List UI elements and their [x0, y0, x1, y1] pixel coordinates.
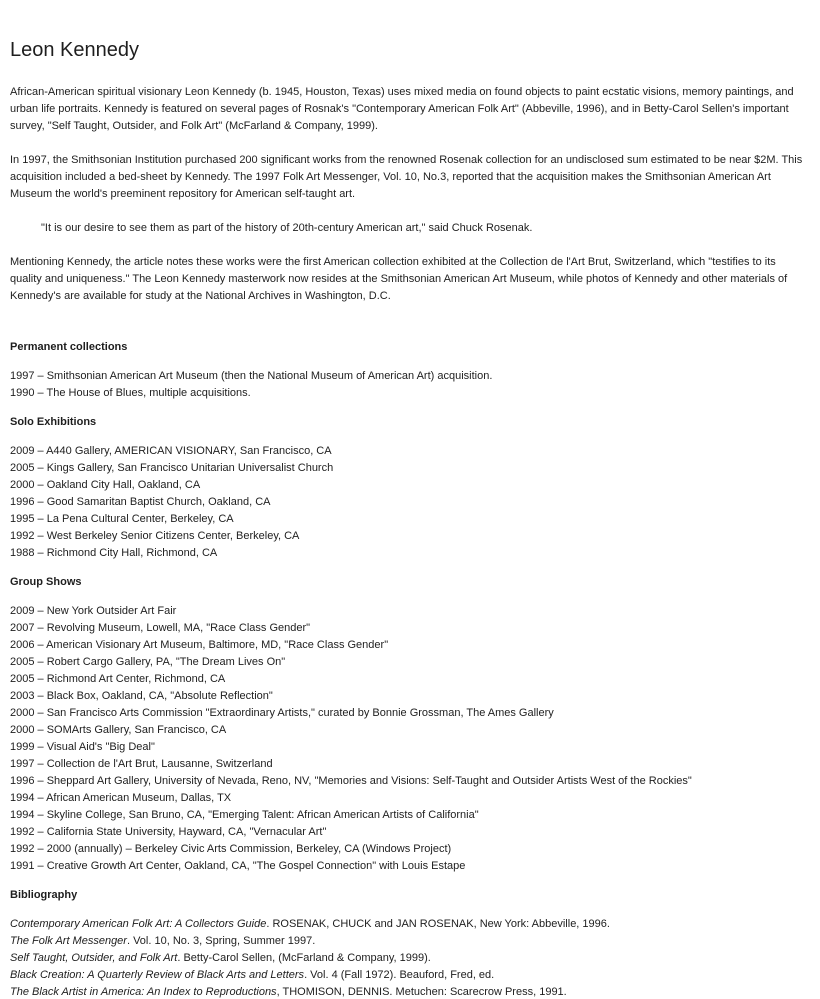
bibliography-heading: Bibliography	[10, 889, 78, 901]
closing-paragraph: Mentioning Kennedy, the article notes these works were the first American collection exhibited at the Collection de l'Art Brut, Switzerland, which "testifies to its quality and uniqueness." The Leon Kennedy masterwork now resides at the Smithsonian American Art Museum, while photos of Kennedy and other materials of Kennedy's are available for study at the National Archives in Washington, D.C.	[10, 256, 788, 302]
solo-exhibitions-heading: Solo Exhibitions	[10, 416, 97, 428]
list-item: 1992 – 2000 (annually) – Berkeley Civic Arts Commission, Berkeley, CA (Windows Project)	[10, 843, 452, 855]
list-item: 1999 – Visual Aid's "Big Deal"	[10, 741, 155, 753]
list-item: 1996 – Good Samaritan Baptist Church, Oakland, CA	[10, 496, 271, 508]
list-item: 2003 – Black Box, Oakland, CA, "Absolute Reflection"	[10, 690, 273, 702]
permanent-collections-heading: Permanent collections	[10, 341, 128, 353]
citation-details: , THOMISON, DENNIS. Metuchen: Scarecrow Press, 1991.	[276, 986, 567, 998]
list-item: 1997 – Collection de l'Art Brut, Lausanne, Switzerland	[10, 758, 273, 770]
list-item: 2006 – American Visionary Art Museum, Baltimore, MD, "Race Class Gender"	[10, 639, 389, 651]
intro-paragraph-1: African-American spiritual visionary Leon Kennedy (b. 1945, Houston, Texas) uses mixed media on found objects to paint ecstatic visions, memory paintings, and urban life portraits. Kennedy is featured on several pages of Rosnak's "Contemporary American Folk Art" (Abbeville, 1996), and in Betty-Carol Sellen's important survey, "Self Taught, Outsider, and Folk Art" (McFarland & Company, 1999).	[10, 86, 794, 132]
citation-details: . Betty-Carol Sellen, (McFarland & Company, 1999).	[177, 952, 431, 964]
list-item: 2009 – New York Outsider Art Fair	[10, 605, 177, 617]
list-item: 2000 – Oakland City Hall, Oakland, CA	[10, 479, 201, 491]
citation-title: The Black Artist in America: An Index to Reproductions	[10, 986, 277, 998]
list-item: 2007 – Revolving Museum, Lowell, MA, "Race Class Gender"	[10, 622, 311, 634]
list-item: 1994 – African American Museum, Dallas, TX	[10, 792, 232, 804]
citation-title: The Folk Art Messenger	[10, 935, 127, 947]
solo-exhibitions-list	[10, 443, 810, 562]
document-body	[10, 84, 810, 999]
group-shows-heading: Group Shows	[10, 576, 82, 588]
bibliography-list	[10, 916, 810, 999]
group-shows-list	[10, 603, 810, 875]
list-item: 1997 – Smithsonian American Art Museum (then the National Museum of American Art) acquisition.	[10, 370, 493, 382]
citation-details: . Vol. 4 (Fall 1972). Beauford, Fred, ed.	[304, 969, 495, 981]
bibliography-item	[10, 984, 810, 999]
permanent-collections-list	[10, 368, 810, 402]
bibliography-item	[10, 967, 810, 984]
list-item: 1992 – West Berkeley Senior Citizens Center, Berkeley, CA	[10, 530, 300, 542]
list-item: 1991 – Creative Growth Art Center, Oakland, CA, "The Gospel Connection" with Louis Estape	[10, 860, 466, 872]
list-item: 1995 – La Pena Cultural Center, Berkeley, CA	[10, 513, 234, 525]
list-item: 1992 – California State University, Hayward, CA, "Vernacular Art"	[10, 826, 327, 838]
list-item: 2009 – A440 Gallery, AMERICAN VISIONARY, San Francisco, CA	[10, 445, 332, 457]
citation-title: Black Creation: A Quarterly Review of Black Arts and Letters	[10, 969, 305, 981]
citation-title: Contemporary American Folk Art: A Collectors Guide	[10, 918, 267, 930]
list-item: 2000 – SOMArts Gallery, San Francisco, CA	[10, 724, 227, 736]
list-item: 1990 – The House of Blues, multiple acquisitions.	[10, 387, 251, 399]
quote-paragraph: "It is our desire to see them as part of the history of 20th-century American art," said Chuck Rosenak.	[41, 222, 533, 234]
citation-details: . Vol. 10, No. 3, Spring, Summer 1997.	[126, 935, 316, 947]
bibliography-item	[10, 933, 810, 950]
list-item: 2000 – San Francisco Arts Commission "Extraordinary Artists," curated by Bonnie Grossman, The Ames Gallery	[10, 707, 554, 719]
list-item: 1994 – Skyline College, San Bruno, CA, "Emerging Talent: African American Artists of California"	[10, 809, 479, 821]
list-item: 1996 – Sheppard Art Gallery, University of Nevada, Reno, NV, "Memories and Visions: Self-Taught and Outsider Artists West of the Rockies"	[10, 775, 692, 787]
list-item: 2005 – Robert Cargo Gallery, PA, "The Dream Lives On"	[10, 656, 286, 668]
bibliography-item	[10, 950, 810, 967]
page-title: Leon Kennedy	[10, 39, 140, 61]
list-item: 1988 – Richmond City Hall, Richmond, CA	[10, 547, 218, 559]
bibliography-item	[10, 916, 810, 933]
citation-details: . ROSENAK, CHUCK and JAN ROSENAK, New York: Abbeville, 1996.	[266, 918, 610, 930]
list-item: 2005 – Kings Gallery, San Francisco Unitarian Universalist Church	[10, 462, 334, 474]
list-item: 2005 – Richmond Art Center, Richmond, CA	[10, 673, 226, 685]
citation-title: Self Taught, Outsider, and Folk Art	[10, 952, 178, 964]
intro-paragraph-2: In 1997, the Smithsonian Institution purchased 200 significant works from the renowned Rosenak collection for an undisclosed sum estimated to be near $2M. This acquisition included a bed-sheet by Kennedy. The 1997 Folk Art Messenger, Vol. 10, No.3, reported that the acquisition makes the Smithsonian American Art Museum the world's preeminent repository for American self-taught art.	[10, 154, 803, 200]
